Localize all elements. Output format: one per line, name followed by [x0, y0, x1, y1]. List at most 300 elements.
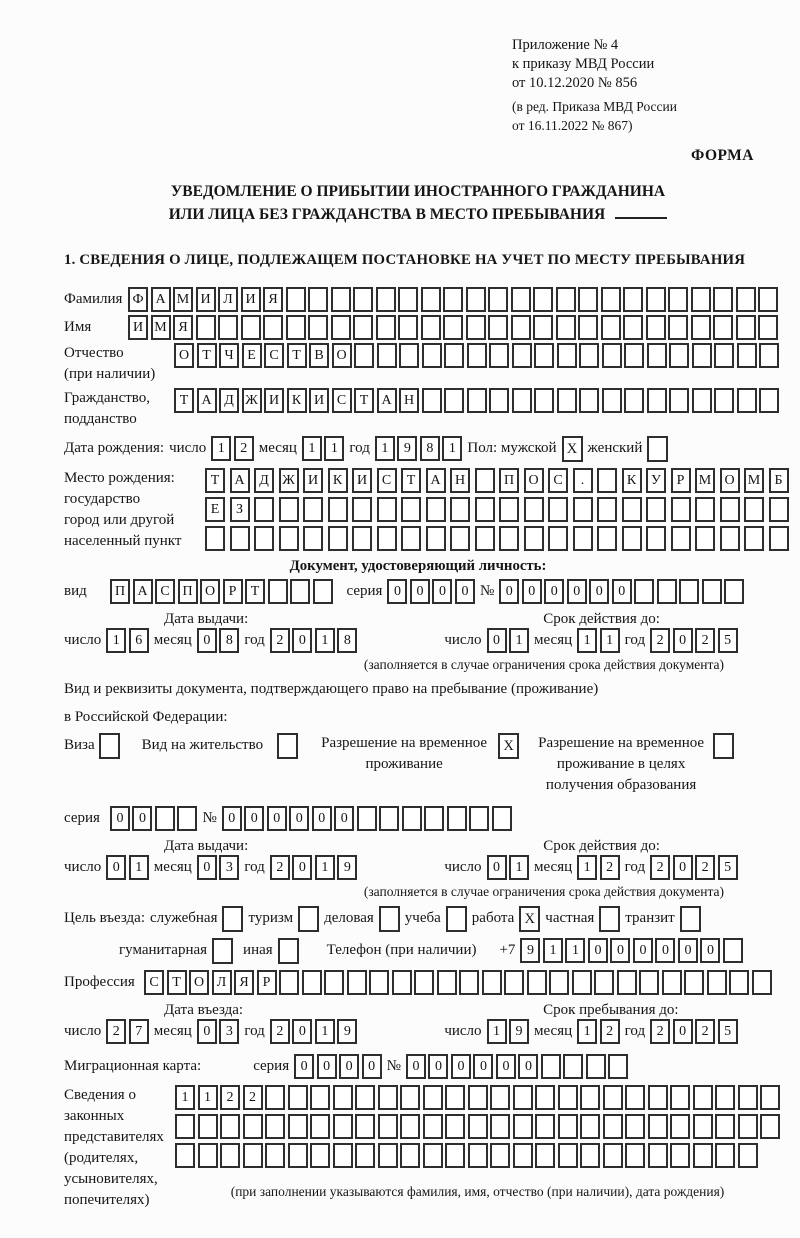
char-cell[interactable]	[400, 1114, 420, 1139]
char-cell[interactable]: 0	[522, 579, 542, 604]
char-cell[interactable]	[198, 1143, 218, 1168]
char-cell[interactable]	[512, 343, 532, 368]
char-cell[interactable]: 2	[243, 1085, 263, 1110]
char-cell[interactable]: А	[197, 388, 217, 413]
char-cell[interactable]	[488, 287, 508, 312]
char-cell[interactable]	[671, 526, 691, 551]
char-cell[interactable]: 1	[175, 1085, 195, 1110]
char-cell[interactable]: Б	[769, 468, 789, 493]
char-cell[interactable]	[601, 287, 621, 312]
char-cell[interactable]	[693, 1114, 713, 1139]
char-cell[interactable]: 1	[543, 938, 563, 963]
char-cell[interactable]: 0	[197, 1019, 217, 1044]
char-cell[interactable]: 1	[129, 855, 149, 880]
char-cell[interactable]: 0	[222, 806, 242, 831]
char-cell[interactable]: 0	[673, 628, 693, 653]
char-cell[interactable]	[646, 497, 666, 522]
char-cell[interactable]	[447, 806, 467, 831]
char-cell[interactable]	[714, 343, 734, 368]
char-cell[interactable]: 2	[270, 1019, 290, 1044]
char-cell[interactable]: И	[264, 388, 284, 413]
char-cell[interactable]	[713, 315, 733, 340]
char-cell[interactable]: Т	[205, 468, 225, 493]
char-cell[interactable]	[557, 343, 577, 368]
char-cell[interactable]: 0	[334, 806, 354, 831]
char-cell[interactable]: С	[155, 579, 175, 604]
char-cell[interactable]	[549, 970, 569, 995]
char-cell[interactable]	[608, 1054, 628, 1079]
char-cell[interactable]: О	[720, 468, 740, 493]
char-cell[interactable]	[155, 806, 175, 831]
char-cell[interactable]	[268, 579, 288, 604]
char-cell[interactable]	[580, 1143, 600, 1168]
char-cell[interactable]	[377, 343, 397, 368]
char-cell[interactable]	[220, 1143, 240, 1168]
char-cell[interactable]: 0	[673, 855, 693, 880]
char-cell[interactable]	[437, 970, 457, 995]
char-cell[interactable]	[533, 315, 553, 340]
char-cell[interactable]: 0	[700, 938, 720, 963]
char-cell[interactable]	[177, 806, 197, 831]
char-cell[interactable]: 2	[600, 1019, 620, 1044]
char-cell[interactable]	[693, 1085, 713, 1110]
char-cell[interactable]	[99, 733, 120, 759]
char-cell[interactable]: 0	[487, 628, 507, 653]
char-cell[interactable]: 2	[695, 855, 715, 880]
char-cell[interactable]	[662, 970, 682, 995]
char-cell[interactable]: 9	[397, 436, 417, 461]
char-cell[interactable]	[450, 497, 470, 522]
char-cell[interactable]	[646, 315, 666, 340]
char-cell[interactable]: И	[352, 468, 372, 493]
char-cell[interactable]	[333, 1085, 353, 1110]
char-cell[interactable]	[445, 1143, 465, 1168]
char-cell[interactable]	[715, 1143, 735, 1168]
char-cell[interactable]	[760, 1085, 780, 1110]
char-cell[interactable]: 0	[655, 938, 675, 963]
char-cell[interactable]	[602, 388, 622, 413]
char-cell[interactable]: П	[499, 468, 519, 493]
char-cell[interactable]: А	[377, 388, 397, 413]
char-cell[interactable]	[736, 287, 756, 312]
char-cell[interactable]	[254, 526, 274, 551]
char-cell[interactable]	[333, 1143, 353, 1168]
char-cell[interactable]	[692, 343, 712, 368]
char-cell[interactable]	[579, 388, 599, 413]
char-cell[interactable]	[603, 1143, 623, 1168]
char-cell[interactable]	[443, 315, 463, 340]
char-cell[interactable]: 3	[219, 1019, 239, 1044]
char-cell[interactable]: 0	[518, 1054, 538, 1079]
char-cell[interactable]	[578, 287, 598, 312]
char-cell[interactable]	[466, 287, 486, 312]
char-cell[interactable]	[513, 1114, 533, 1139]
char-cell[interactable]: 0	[633, 938, 653, 963]
char-cell[interactable]	[759, 343, 779, 368]
char-cell[interactable]: О	[200, 579, 220, 604]
char-cell[interactable]: М	[695, 468, 715, 493]
char-cell[interactable]	[475, 497, 495, 522]
char-cell[interactable]: И	[196, 287, 216, 312]
char-cell[interactable]	[377, 526, 397, 551]
char-cell[interactable]: 1	[442, 436, 462, 461]
char-cell[interactable]: Н	[450, 468, 470, 493]
char-cell[interactable]: О	[174, 343, 194, 368]
char-cell[interactable]: 0	[132, 806, 152, 831]
char-cell[interactable]: 1	[324, 436, 344, 461]
char-cell[interactable]: X	[562, 436, 583, 462]
char-cell[interactable]: 2	[650, 855, 670, 880]
char-cell[interactable]	[398, 287, 418, 312]
char-cell[interactable]	[328, 497, 348, 522]
char-cell[interactable]	[744, 497, 764, 522]
char-cell[interactable]: М	[744, 468, 764, 493]
char-cell[interactable]	[302, 970, 322, 995]
char-cell[interactable]	[670, 1114, 690, 1139]
char-cell[interactable]	[263, 315, 283, 340]
char-cell[interactable]	[288, 1085, 308, 1110]
char-cell[interactable]	[482, 970, 502, 995]
char-cell[interactable]: 0	[410, 579, 430, 604]
char-cell[interactable]: 0	[589, 579, 609, 604]
char-cell[interactable]: 0	[387, 579, 407, 604]
char-cell[interactable]: С	[377, 468, 397, 493]
char-cell[interactable]	[715, 1114, 735, 1139]
char-cell[interactable]	[580, 1114, 600, 1139]
char-cell[interactable]: 1	[509, 628, 529, 653]
char-cell[interactable]	[310, 1143, 330, 1168]
char-cell[interactable]: 0	[544, 579, 564, 604]
char-cell[interactable]: У	[646, 468, 666, 493]
char-cell[interactable]	[423, 1085, 443, 1110]
char-cell[interactable]: М	[173, 287, 193, 312]
char-cell[interactable]	[670, 1085, 690, 1110]
char-cell[interactable]	[548, 497, 568, 522]
char-cell[interactable]	[657, 579, 677, 604]
char-cell[interactable]	[760, 1114, 780, 1139]
char-cell[interactable]	[758, 315, 778, 340]
char-cell[interactable]	[378, 1114, 398, 1139]
char-cell[interactable]	[648, 1085, 668, 1110]
char-cell[interactable]: 1	[315, 855, 335, 880]
char-cell[interactable]	[744, 526, 764, 551]
char-cell[interactable]	[469, 806, 489, 831]
char-cell[interactable]: 1	[211, 436, 231, 461]
char-cell[interactable]: И	[128, 315, 148, 340]
char-cell[interactable]	[468, 1085, 488, 1110]
char-cell[interactable]	[691, 287, 711, 312]
char-cell[interactable]	[669, 388, 689, 413]
char-cell[interactable]	[369, 970, 389, 995]
char-cell[interactable]: 0	[499, 579, 519, 604]
char-cell[interactable]: Ж	[279, 468, 299, 493]
char-cell[interactable]: 5	[718, 1019, 738, 1044]
char-cell[interactable]	[513, 1143, 533, 1168]
char-cell[interactable]	[279, 526, 299, 551]
char-cell[interactable]	[468, 1143, 488, 1168]
char-cell[interactable]	[310, 1114, 330, 1139]
char-cell[interactable]	[702, 579, 722, 604]
char-cell[interactable]	[426, 526, 446, 551]
char-cell[interactable]: Д	[219, 388, 239, 413]
char-cell[interactable]	[693, 1143, 713, 1168]
char-cell[interactable]	[475, 526, 495, 551]
char-cell[interactable]	[379, 906, 400, 932]
char-cell[interactable]: 0	[312, 806, 332, 831]
char-cell[interactable]	[288, 1143, 308, 1168]
char-cell[interactable]	[738, 1143, 758, 1168]
char-cell[interactable]: X	[498, 733, 519, 759]
char-cell[interactable]	[475, 468, 495, 493]
char-cell[interactable]: О	[524, 468, 544, 493]
char-cell[interactable]	[313, 579, 333, 604]
char-cell[interactable]: 0	[292, 1019, 312, 1044]
char-cell[interactable]: 0	[432, 579, 452, 604]
char-cell[interactable]	[668, 287, 688, 312]
char-cell[interactable]: Т	[167, 970, 187, 995]
char-cell[interactable]	[414, 970, 434, 995]
char-cell[interactable]: 1	[565, 938, 585, 963]
char-cell[interactable]	[265, 1085, 285, 1110]
char-cell[interactable]: А	[133, 579, 153, 604]
char-cell[interactable]: Ч	[219, 343, 239, 368]
char-cell[interactable]	[624, 388, 644, 413]
char-cell[interactable]: 1	[487, 1019, 507, 1044]
char-cell[interactable]	[378, 1085, 398, 1110]
char-cell[interactable]	[401, 526, 421, 551]
char-cell[interactable]	[308, 315, 328, 340]
char-cell[interactable]	[333, 1114, 353, 1139]
char-cell[interactable]: Р	[223, 579, 243, 604]
char-cell[interactable]: 0	[267, 806, 287, 831]
char-cell[interactable]: 7	[129, 1019, 149, 1044]
char-cell[interactable]: 1	[302, 436, 322, 461]
char-cell[interactable]	[736, 315, 756, 340]
char-cell[interactable]	[421, 287, 441, 312]
char-cell[interactable]: 0	[473, 1054, 493, 1079]
char-cell[interactable]	[695, 526, 715, 551]
char-cell[interactable]	[534, 388, 554, 413]
char-cell[interactable]: 1	[577, 628, 597, 653]
char-cell[interactable]: Е	[242, 343, 262, 368]
char-cell[interactable]	[738, 1085, 758, 1110]
char-cell[interactable]: А	[426, 468, 446, 493]
char-cell[interactable]	[556, 287, 576, 312]
char-cell[interactable]	[563, 1054, 583, 1079]
char-cell[interactable]	[220, 1114, 240, 1139]
char-cell[interactable]: 0	[567, 579, 587, 604]
char-cell[interactable]	[243, 1114, 263, 1139]
char-cell[interactable]	[422, 388, 442, 413]
char-cell[interactable]: 0	[610, 938, 630, 963]
char-cell[interactable]	[556, 315, 576, 340]
char-cell[interactable]	[670, 1143, 690, 1168]
char-cell[interactable]	[759, 388, 779, 413]
char-cell[interactable]	[331, 315, 351, 340]
char-cell[interactable]	[355, 1114, 375, 1139]
char-cell[interactable]	[423, 1114, 443, 1139]
char-cell[interactable]	[634, 579, 654, 604]
char-cell[interactable]: 0	[612, 579, 632, 604]
char-cell[interactable]	[707, 970, 727, 995]
char-cell[interactable]	[298, 906, 319, 932]
char-cell[interactable]	[738, 1114, 758, 1139]
char-cell[interactable]: 8	[219, 628, 239, 653]
char-cell[interactable]: 8	[337, 628, 357, 653]
char-cell[interactable]	[691, 315, 711, 340]
char-cell[interactable]	[558, 1085, 578, 1110]
char-cell[interactable]: 1	[106, 628, 126, 653]
char-cell[interactable]	[468, 1114, 488, 1139]
char-cell[interactable]: 3	[219, 855, 239, 880]
char-cell[interactable]	[557, 388, 577, 413]
char-cell[interactable]: И	[241, 287, 261, 312]
char-cell[interactable]	[534, 343, 554, 368]
char-cell[interactable]: 2	[695, 628, 715, 653]
char-cell[interactable]: 2	[650, 628, 670, 653]
char-cell[interactable]	[535, 1085, 555, 1110]
char-cell[interactable]	[279, 970, 299, 995]
char-cell[interactable]: 9	[337, 855, 357, 880]
char-cell[interactable]	[422, 343, 442, 368]
char-cell[interactable]	[625, 1143, 645, 1168]
char-cell[interactable]	[379, 806, 399, 831]
char-cell[interactable]	[277, 733, 298, 759]
char-cell[interactable]	[617, 970, 637, 995]
char-cell[interactable]	[308, 287, 328, 312]
char-cell[interactable]	[288, 1114, 308, 1139]
char-cell[interactable]	[446, 906, 467, 932]
char-cell[interactable]	[527, 970, 547, 995]
char-cell[interactable]: 2	[106, 1019, 126, 1044]
char-cell[interactable]	[355, 1085, 375, 1110]
char-cell[interactable]	[352, 497, 372, 522]
char-cell[interactable]	[499, 497, 519, 522]
char-cell[interactable]	[286, 287, 306, 312]
char-cell[interactable]: Т	[287, 343, 307, 368]
char-cell[interactable]	[713, 733, 734, 759]
char-cell[interactable]: О	[332, 343, 352, 368]
char-cell[interactable]: 0	[496, 1054, 516, 1079]
char-cell[interactable]	[715, 1085, 735, 1110]
char-cell[interactable]: 0	[289, 806, 309, 831]
char-cell[interactable]: 1	[577, 1019, 597, 1044]
char-cell[interactable]	[328, 526, 348, 551]
char-cell[interactable]: 5	[718, 628, 738, 653]
char-cell[interactable]	[402, 806, 422, 831]
char-cell[interactable]	[489, 388, 509, 413]
char-cell[interactable]	[586, 1054, 606, 1079]
char-cell[interactable]: 9	[509, 1019, 529, 1044]
char-cell[interactable]	[723, 938, 743, 963]
char-cell[interactable]	[647, 436, 668, 462]
char-cell[interactable]: 1	[198, 1085, 218, 1110]
char-cell[interactable]	[376, 315, 396, 340]
char-cell[interactable]	[578, 315, 598, 340]
char-cell[interactable]	[353, 287, 373, 312]
char-cell[interactable]	[769, 497, 789, 522]
char-cell[interactable]	[499, 526, 519, 551]
char-cell[interactable]	[671, 497, 691, 522]
char-cell[interactable]	[512, 388, 532, 413]
char-cell[interactable]	[331, 287, 351, 312]
char-cell[interactable]	[355, 1143, 375, 1168]
char-cell[interactable]: 0	[487, 855, 507, 880]
char-cell[interactable]	[597, 526, 617, 551]
char-cell[interactable]	[254, 497, 274, 522]
char-cell[interactable]	[737, 343, 757, 368]
char-cell[interactable]: С	[332, 388, 352, 413]
char-cell[interactable]	[695, 497, 715, 522]
char-cell[interactable]	[212, 938, 233, 964]
char-cell[interactable]	[535, 1143, 555, 1168]
char-cell[interactable]	[175, 1143, 195, 1168]
char-cell[interactable]	[492, 806, 512, 831]
char-cell[interactable]	[303, 497, 323, 522]
char-cell[interactable]	[647, 343, 667, 368]
char-cell[interactable]: З	[230, 497, 250, 522]
char-cell[interactable]: Л	[212, 970, 232, 995]
char-cell[interactable]: С	[144, 970, 164, 995]
char-cell[interactable]	[392, 970, 412, 995]
char-cell[interactable]	[488, 315, 508, 340]
char-cell[interactable]: С	[264, 343, 284, 368]
char-cell[interactable]	[511, 315, 531, 340]
char-cell[interactable]	[218, 315, 238, 340]
char-cell[interactable]: Е	[205, 497, 225, 522]
char-cell[interactable]	[737, 388, 757, 413]
char-cell[interactable]: Я	[173, 315, 193, 340]
char-cell[interactable]	[347, 970, 367, 995]
char-cell[interactable]	[579, 343, 599, 368]
char-cell[interactable]: М	[151, 315, 171, 340]
char-cell[interactable]	[558, 1114, 578, 1139]
char-cell[interactable]	[230, 526, 250, 551]
char-cell[interactable]: 0	[588, 938, 608, 963]
char-cell[interactable]	[243, 1143, 263, 1168]
char-cell[interactable]: 1	[315, 628, 335, 653]
char-cell[interactable]	[597, 468, 617, 493]
char-cell[interactable]	[558, 1143, 578, 1168]
char-cell[interactable]	[196, 315, 216, 340]
char-cell[interactable]: 0	[362, 1054, 382, 1079]
char-cell[interactable]: 2	[650, 1019, 670, 1044]
char-cell[interactable]	[490, 1085, 510, 1110]
char-cell[interactable]: 2	[270, 628, 290, 653]
char-cell[interactable]	[290, 579, 310, 604]
char-cell[interactable]	[399, 343, 419, 368]
char-cell[interactable]	[679, 579, 699, 604]
char-cell[interactable]	[376, 287, 396, 312]
char-cell[interactable]	[720, 526, 740, 551]
char-cell[interactable]: Р	[257, 970, 277, 995]
char-cell[interactable]	[445, 1085, 465, 1110]
char-cell[interactable]	[752, 970, 772, 995]
char-cell[interactable]: 0	[106, 855, 126, 880]
char-cell[interactable]	[573, 497, 593, 522]
char-cell[interactable]	[467, 388, 487, 413]
char-cell[interactable]: 9	[337, 1019, 357, 1044]
char-cell[interactable]: X	[519, 906, 540, 932]
char-cell[interactable]	[444, 343, 464, 368]
char-cell[interactable]	[597, 497, 617, 522]
char-cell[interactable]	[504, 970, 524, 995]
char-cell[interactable]	[724, 579, 744, 604]
char-cell[interactable]	[624, 343, 644, 368]
char-cell[interactable]	[713, 287, 733, 312]
char-cell[interactable]: П	[110, 579, 130, 604]
char-cell[interactable]: 5	[718, 855, 738, 880]
